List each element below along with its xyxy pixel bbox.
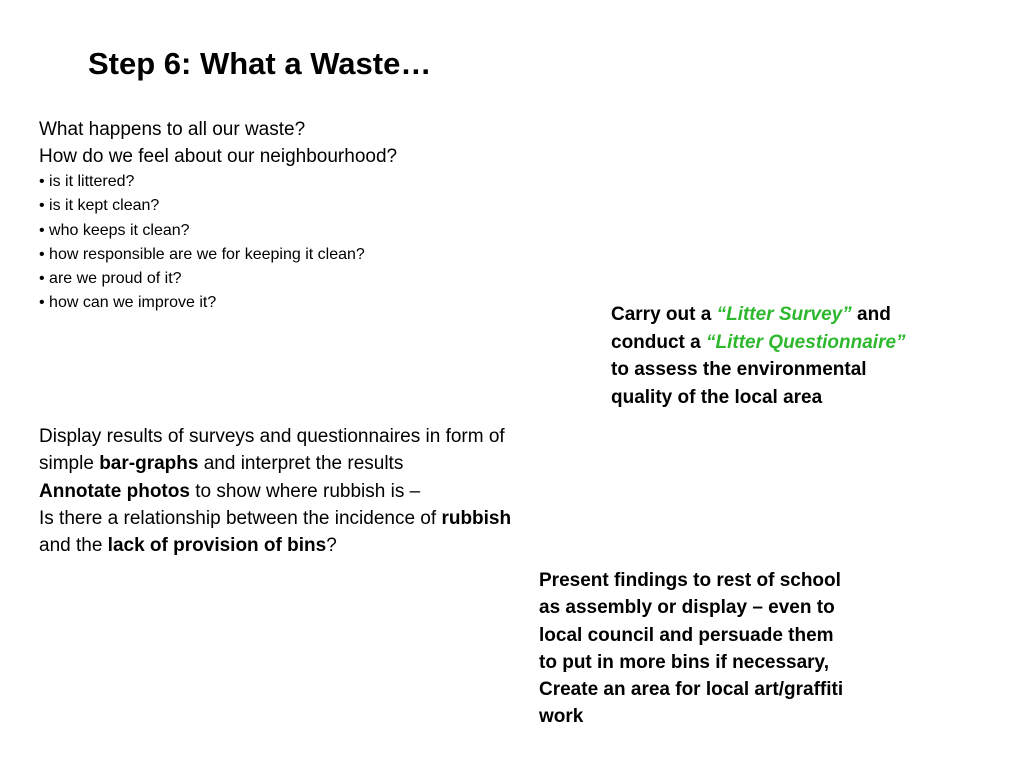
bullet-item: • is it kept clean?	[39, 194, 599, 218]
bar-graphs-emphasis: bar-graphs	[99, 453, 199, 475]
bullet-item: • are we proud of it?	[39, 267, 599, 291]
present-line: as assembly or display – even to	[539, 597, 835, 619]
annotate-photos-emphasis: Annotate photos	[39, 480, 190, 502]
present-line: local council and persuade them	[539, 624, 834, 646]
survey-line-2	[611, 329, 1011, 357]
bullet-item: • how responsible are we for keeping it clean?	[39, 243, 599, 267]
survey-text-conduct: conduct a	[611, 331, 707, 353]
question-neighbourhood: How do we feel about our neighbourhood?	[39, 146, 398, 167]
present-line: work	[539, 706, 584, 728]
display-text-interpret: and interpret the results	[198, 453, 404, 475]
display-line-1: Display results of surveys and questionnaires in form of	[39, 426, 505, 447]
rubbish-emphasis: rubbish	[441, 507, 512, 529]
survey-text-carry-out: Carry out a	[611, 304, 717, 325]
questions-block	[39, 116, 599, 316]
bullet-item: • who keeps it clean?	[39, 219, 599, 243]
litter-survey-text	[611, 301, 1011, 411]
slide-title: Step 6: What a Waste…	[88, 46, 432, 81]
survey-line-1	[611, 301, 1011, 329]
display-line-5	[39, 532, 619, 559]
survey-line-4: quality of the local area	[611, 386, 823, 408]
display-text-and-the: and the	[39, 535, 108, 557]
display-line-2	[39, 450, 619, 477]
display-line-4	[39, 505, 619, 532]
display-text-question-mark: ?	[326, 535, 337, 557]
litter-questionnaire-highlight: “Litter Questionnaire”	[706, 331, 906, 353]
display-text-rubbish-where: to show where rubbish is –	[189, 480, 421, 502]
bullet-item: • is it littered?	[39, 170, 599, 194]
present-findings-text	[539, 567, 979, 731]
litter-survey-highlight: “Litter Survey”	[716, 304, 852, 325]
lack-of-bins-emphasis: lack of provision of bins	[107, 535, 327, 557]
survey-line-3: to assess the environmental	[611, 359, 867, 380]
display-text-relationship: Is there a relationship between the incidence of	[39, 507, 442, 529]
display-line-3	[39, 478, 619, 505]
question-waste: What happens to all our waste?	[39, 119, 306, 140]
survey-text-and: and	[851, 304, 891, 325]
bullet-list	[39, 170, 599, 316]
present-line: Create an area for local art/graffiti	[539, 679, 844, 701]
display-results-text	[39, 423, 619, 559]
bullet-item: • how can we improve it?	[39, 291, 599, 315]
display-text-simple: simple	[39, 453, 100, 475]
present-line: to put in more bins if necessary,	[539, 651, 829, 673]
present-line: Present findings to rest of school	[539, 570, 841, 591]
